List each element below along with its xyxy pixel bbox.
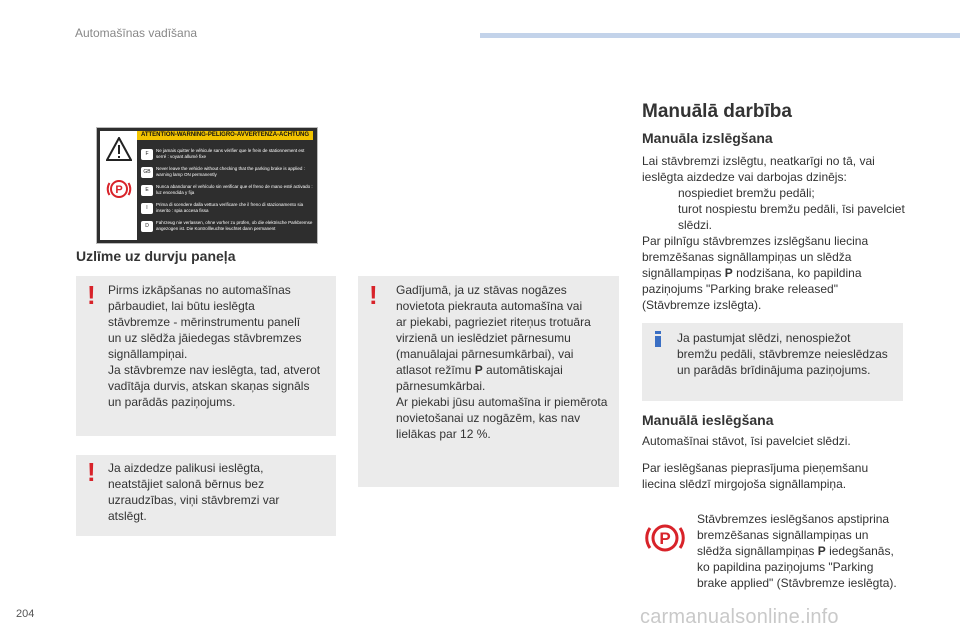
label-row [141, 202, 313, 216]
exclamation-icon: ! [369, 280, 378, 310]
text-line: ko papildina paziņojums "Parking [697, 560, 874, 574]
section-title: Manuālā darbība [642, 101, 792, 122]
info-box-text [677, 330, 901, 378]
exclamation-icon: ! [87, 457, 96, 487]
text-line: un parādās brīdinājuma paziņojums. [677, 363, 871, 377]
text-line: Lai stāvbremzi izslēgtu, neatkarīgi no tā, vai [642, 154, 875, 168]
label-row [141, 148, 313, 162]
watermark: carmanualsonline.info [640, 606, 839, 628]
door-label-heading: Uzlīme uz durvju paneļa [76, 248, 236, 264]
header-bar [480, 33, 960, 38]
lamp-p: P [817, 544, 826, 558]
text-fragment: slēdža signāllampiņas [697, 544, 818, 558]
text-line: virzienā un ieslēdziet pārnesumu [396, 331, 571, 345]
label-row-text: Prima di scendere dalla vettura verificare che il freno di stazionamento sia inserito : spia accesa fissa [156, 202, 304, 213]
text-line: bremžu pedāli, stāvbremze neieslēdzas [677, 347, 888, 361]
svg-text:P: P [659, 529, 671, 548]
text-line: (Stāvbremze izslēgta). [642, 298, 762, 312]
text-line: uzraudzības, viņi stāvbremzi var [108, 493, 280, 507]
text-line: paziņojums "Parking brake released" [642, 282, 838, 296]
text-line: novietošanai uz nogāzēm, kas nav [396, 411, 581, 425]
warning-box-slope-text [396, 282, 618, 442]
text-line [697, 543, 937, 559]
parking-brake-icon [644, 517, 686, 559]
label-row-text: Never leave the vehicle without checking that the parking brake is applied : warning lamp ON permanently [156, 166, 305, 177]
label-row-text: Fahrzeug nie verlassen, ohne vorher zu prüfen, ob die elektrische Parkbremse angezogen ist. Die Kontrollleuchte leuchtet dann permanent [156, 220, 313, 231]
text-line: brake applied" (Stāvbremze ieslēgta). [697, 576, 897, 590]
label-lang-code: F [141, 149, 153, 160]
text-line: ieslēgta aizdedze vai darbojas dzinējs: [642, 170, 847, 184]
label-row-text: Nunca abandonar el vehículo sin verificar que el freno de mano esté activado : luz encendida y fija [156, 184, 313, 195]
mode-p: P [474, 363, 483, 377]
text-line: (manuālajai pārnesumkārbai), vai [396, 347, 574, 361]
text-line: Ja stāvbremze nav ieslēgta, tad, atverot [108, 363, 321, 377]
text-line: Stāvbremzes ieslēgšanos apstiprina [697, 512, 890, 526]
label-lang-code: D [141, 221, 153, 232]
bullet-text: nospiediet bremžu pedāli; [678, 186, 815, 200]
text-line: Ja aizdedze palikusi ieslēgta, [108, 461, 264, 475]
exclamation-icon: ! [87, 280, 96, 310]
text-line: Pirms izkāpšanas no automašīnas [108, 283, 291, 297]
lamp-p: P [724, 266, 733, 280]
text-line: Par ieslēgšanas pieprasījuma pieņemšanu [642, 461, 869, 475]
text-line: pārnesumkārbai. [396, 379, 486, 393]
text-line: Ja pastumjat slēdzi, nenospiežot [677, 331, 851, 345]
text-line: pārbaudiet, lai būtu ieslēgta [108, 299, 255, 313]
text-line: atslēgt. [108, 509, 147, 523]
warning-label-image [96, 127, 318, 244]
text-fragment: nodzišana, ko papildina [732, 266, 862, 280]
parking-brake-icon [106, 176, 132, 202]
text-line: signāllampiņai. [108, 347, 188, 361]
text-line: bremzēšanas signāllampiņas un [697, 528, 869, 542]
bullet-item [642, 185, 912, 201]
bullet-text: slēdzi. [678, 218, 713, 232]
text-line: Ar piekabi jūsu automašīna ir piemērota [396, 395, 608, 409]
text-line: bremzēšanas signāllampiņas un slēdža [642, 250, 852, 264]
page-number: 204 [16, 608, 35, 620]
text-line: un uz slēdža jāiedegas stāvbremzes [108, 331, 302, 345]
bullet-text: turot nospiestu bremžu pedāli, īsi pavelciet [678, 202, 905, 216]
text-fragment: iedegšanās, [825, 544, 894, 558]
svg-text:P: P [115, 184, 123, 196]
text-line: liecina slēdzī mirgojoša signāllampiņa. [642, 477, 847, 491]
label-icon-panel [100, 131, 137, 240]
text-line: un parādās paziņojums. [108, 395, 236, 409]
label-row [141, 220, 313, 234]
label-lang-code: GB [141, 167, 153, 178]
label-row-text: Ne jamais quitter le véhicule sans vérifier que le frein de stationnement est serré : voyant allumé fixe [156, 148, 305, 159]
manual-release-heading: Manuāla izslēgšana [642, 130, 773, 146]
warning-triangle-icon [106, 137, 132, 161]
label-row [141, 166, 313, 180]
text-line: lielākas par 12 %. [396, 427, 491, 441]
label-row [141, 184, 313, 198]
text-line [642, 265, 912, 281]
manual-apply-heading: Manuālā ieslēgšana [642, 412, 774, 428]
text-line: stāvbremze - mērinstrumentu panelī [108, 315, 301, 329]
text-line: ar piekabi, pagrieziet riteņus trotuāra [396, 315, 591, 329]
text-fragment: signāllampiņas [642, 266, 725, 280]
manual-apply-p2 [642, 460, 912, 492]
label-heading: ATTENTION-WARNING-PELIGRO-AVVERTENZA-ACHTUNG [137, 131, 313, 140]
page-header-title: Automašīnas vadīšana [75, 26, 198, 40]
text-line: Par pilnīgu stāvbremzes izslēgšanu liecina [642, 234, 869, 248]
manual-apply-p1: Automašīnai stāvot, īsi pavelciet slēdzi. [642, 434, 851, 448]
text-line: vadītāja durvis, atskan skaņas signāls [108, 379, 310, 393]
text-line: Gadījumā, ja uz stāvas nogāzes [396, 283, 567, 297]
manual-release-text [642, 153, 912, 313]
warning-box-exit-text [108, 282, 334, 410]
text-fragment: automātiskajai [482, 363, 563, 377]
text-fragment: atlasot režīmu [396, 363, 475, 377]
label-lang-code: E [141, 185, 153, 196]
text-line: neatstājiet salonā bērnus bez [108, 477, 265, 491]
text-line: novietota piekrauta automašīna vai [396, 299, 583, 313]
text-line [396, 362, 618, 378]
bullet-item [642, 201, 912, 233]
manual-apply-p3 [697, 511, 937, 591]
warning-box-children-text [108, 460, 334, 524]
label-lang-code: I [141, 203, 153, 214]
info-icon [654, 331, 662, 347]
